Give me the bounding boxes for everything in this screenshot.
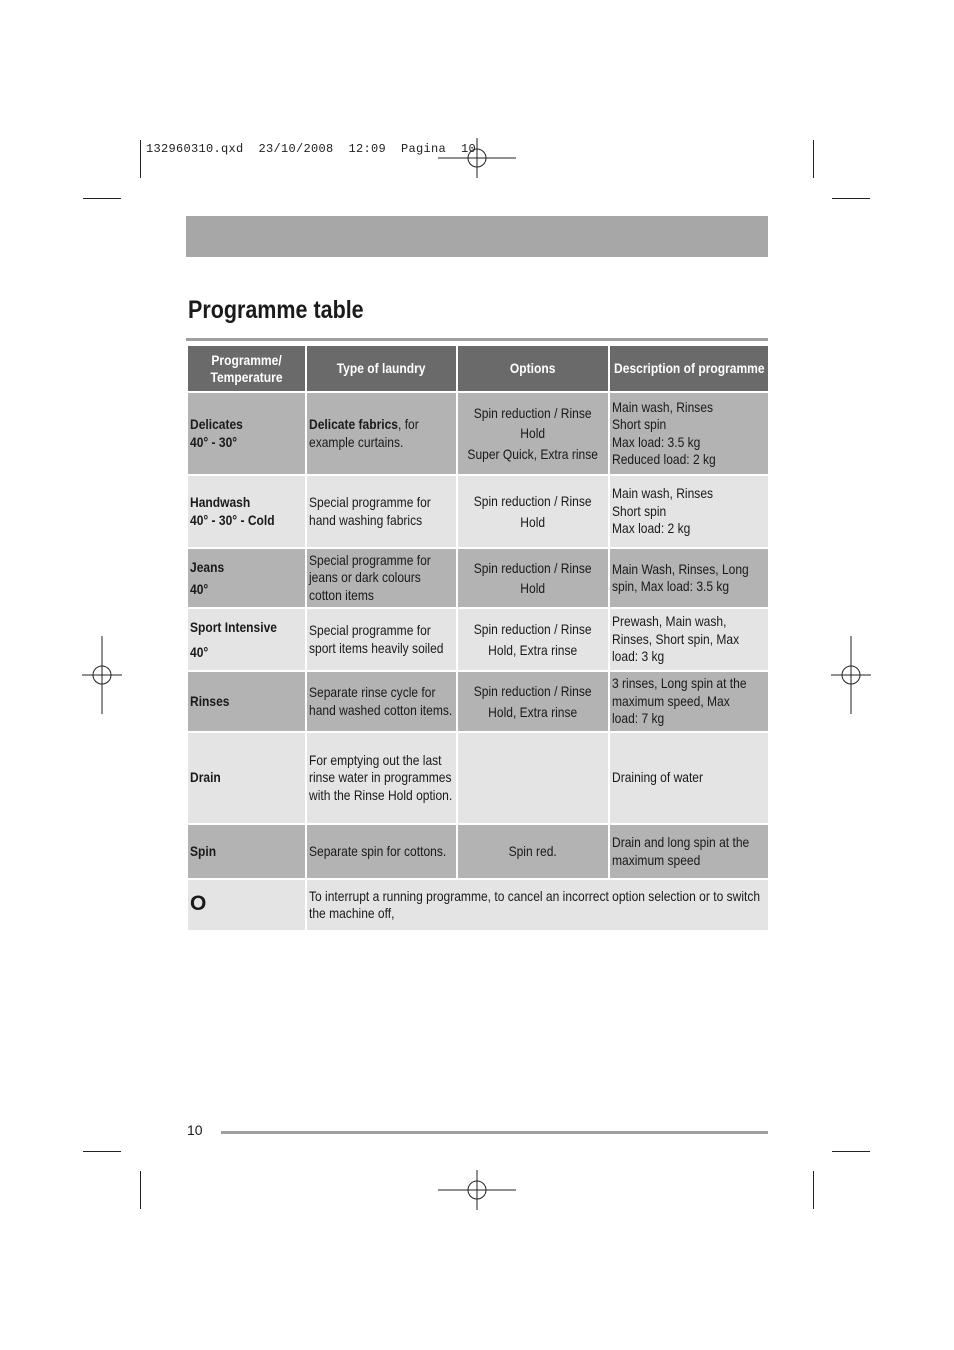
table-row	[187, 608, 769, 671]
options: Spin reduction / Rinse Hold Super Quick, Extra rinse	[457, 392, 609, 475]
off-description: To interrupt a running programme, to cancel an incorrect option selection or to switch the machine off,	[306, 879, 769, 931]
programme-name: Rinses	[187, 671, 306, 732]
crop-mark	[140, 1171, 141, 1209]
options: Spin reduction / Rinse Hold, Extra rinse	[457, 608, 609, 671]
description: Drain and long spin at the maximum speed	[609, 824, 769, 879]
programme-name: Delicates 40° - 30°	[187, 392, 306, 475]
table-row	[187, 548, 769, 608]
laundry-type: Special programme for sport items heavily soiled	[306, 608, 457, 671]
table-row	[187, 732, 769, 824]
laundry-type: Special programme for jeans or dark colours cotton items	[306, 548, 457, 608]
title-rule	[186, 338, 768, 341]
laundry-type: For emptying out the last rinse water in programmes with the Rinse Hold option.	[306, 732, 457, 824]
crop-mark	[813, 1171, 814, 1209]
print-slug: 132960310.qxd 23/10/2008 12:09 Pagina 10	[146, 142, 477, 156]
laundry-type: Separate rinse cycle for hand washed cotton items.	[306, 671, 457, 732]
programme-table	[186, 344, 770, 932]
description: Prewash, Main wash, Rinses, Short spin, Max load: 3 kg	[609, 608, 769, 671]
table-header-row	[187, 345, 769, 392]
options: Spin reduction / Rinse Hold	[457, 475, 609, 548]
crop-mark	[813, 140, 814, 178]
table-row	[187, 879, 769, 931]
description: Draining of water	[609, 732, 769, 824]
column-header-programme: Programme/ Temperature	[187, 345, 306, 392]
options: Spin reduction / Rinse Hold	[457, 548, 609, 608]
options	[457, 732, 609, 824]
registration-mark-icon	[438, 1170, 516, 1210]
programme-name: Drain	[187, 732, 306, 824]
programme-name: Sport Intensive 40°	[187, 608, 306, 671]
column-header-laundry: Type of laundry	[306, 345, 457, 392]
header-band	[186, 216, 768, 257]
laundry-type: Delicate fabrics, for example curtains.	[306, 392, 457, 475]
options: Spin reduction / Rinse Hold, Extra rinse	[457, 671, 609, 732]
table-row	[187, 671, 769, 732]
column-header-description: Description of programme	[609, 345, 769, 392]
programme-name: Spin	[187, 824, 306, 879]
laundry-type: Special programme for hand washing fabrics	[306, 475, 457, 548]
registration-mark-icon	[438, 138, 516, 178]
crop-mark	[140, 140, 141, 178]
programme-name: Jeans 40°	[187, 548, 306, 608]
off-symbol: O	[187, 879, 306, 931]
crop-mark	[83, 1151, 121, 1152]
registration-mark-icon	[831, 636, 871, 714]
crop-mark	[832, 1151, 870, 1152]
options: Spin red.	[457, 824, 609, 879]
laundry-type: Separate spin for cottons.	[306, 824, 457, 879]
footer-rule	[221, 1131, 768, 1134]
programme-name: Handwash 40° - 30° - Cold	[187, 475, 306, 548]
description: Main Wash, Rinses, Long spin, Max load: 3.5 kg	[609, 548, 769, 608]
description: Main wash, Rinses Short spin Max load: 2 kg	[609, 475, 769, 548]
crop-mark	[832, 198, 870, 199]
table-row	[187, 824, 769, 879]
page-title: Programme table	[188, 296, 364, 324]
registration-mark-icon	[82, 636, 122, 714]
table-row	[187, 392, 769, 475]
page-number: 10	[187, 1122, 203, 1138]
column-header-options: Options	[457, 345, 609, 392]
description: Main wash, Rinses Short spin Max load: 3.5 kg Reduced load: 2 kg	[609, 392, 769, 475]
table-row	[187, 475, 769, 548]
description: 3 rinses, Long spin at the maximum speed, Max load: 7 kg	[609, 671, 769, 732]
crop-mark	[83, 198, 121, 199]
